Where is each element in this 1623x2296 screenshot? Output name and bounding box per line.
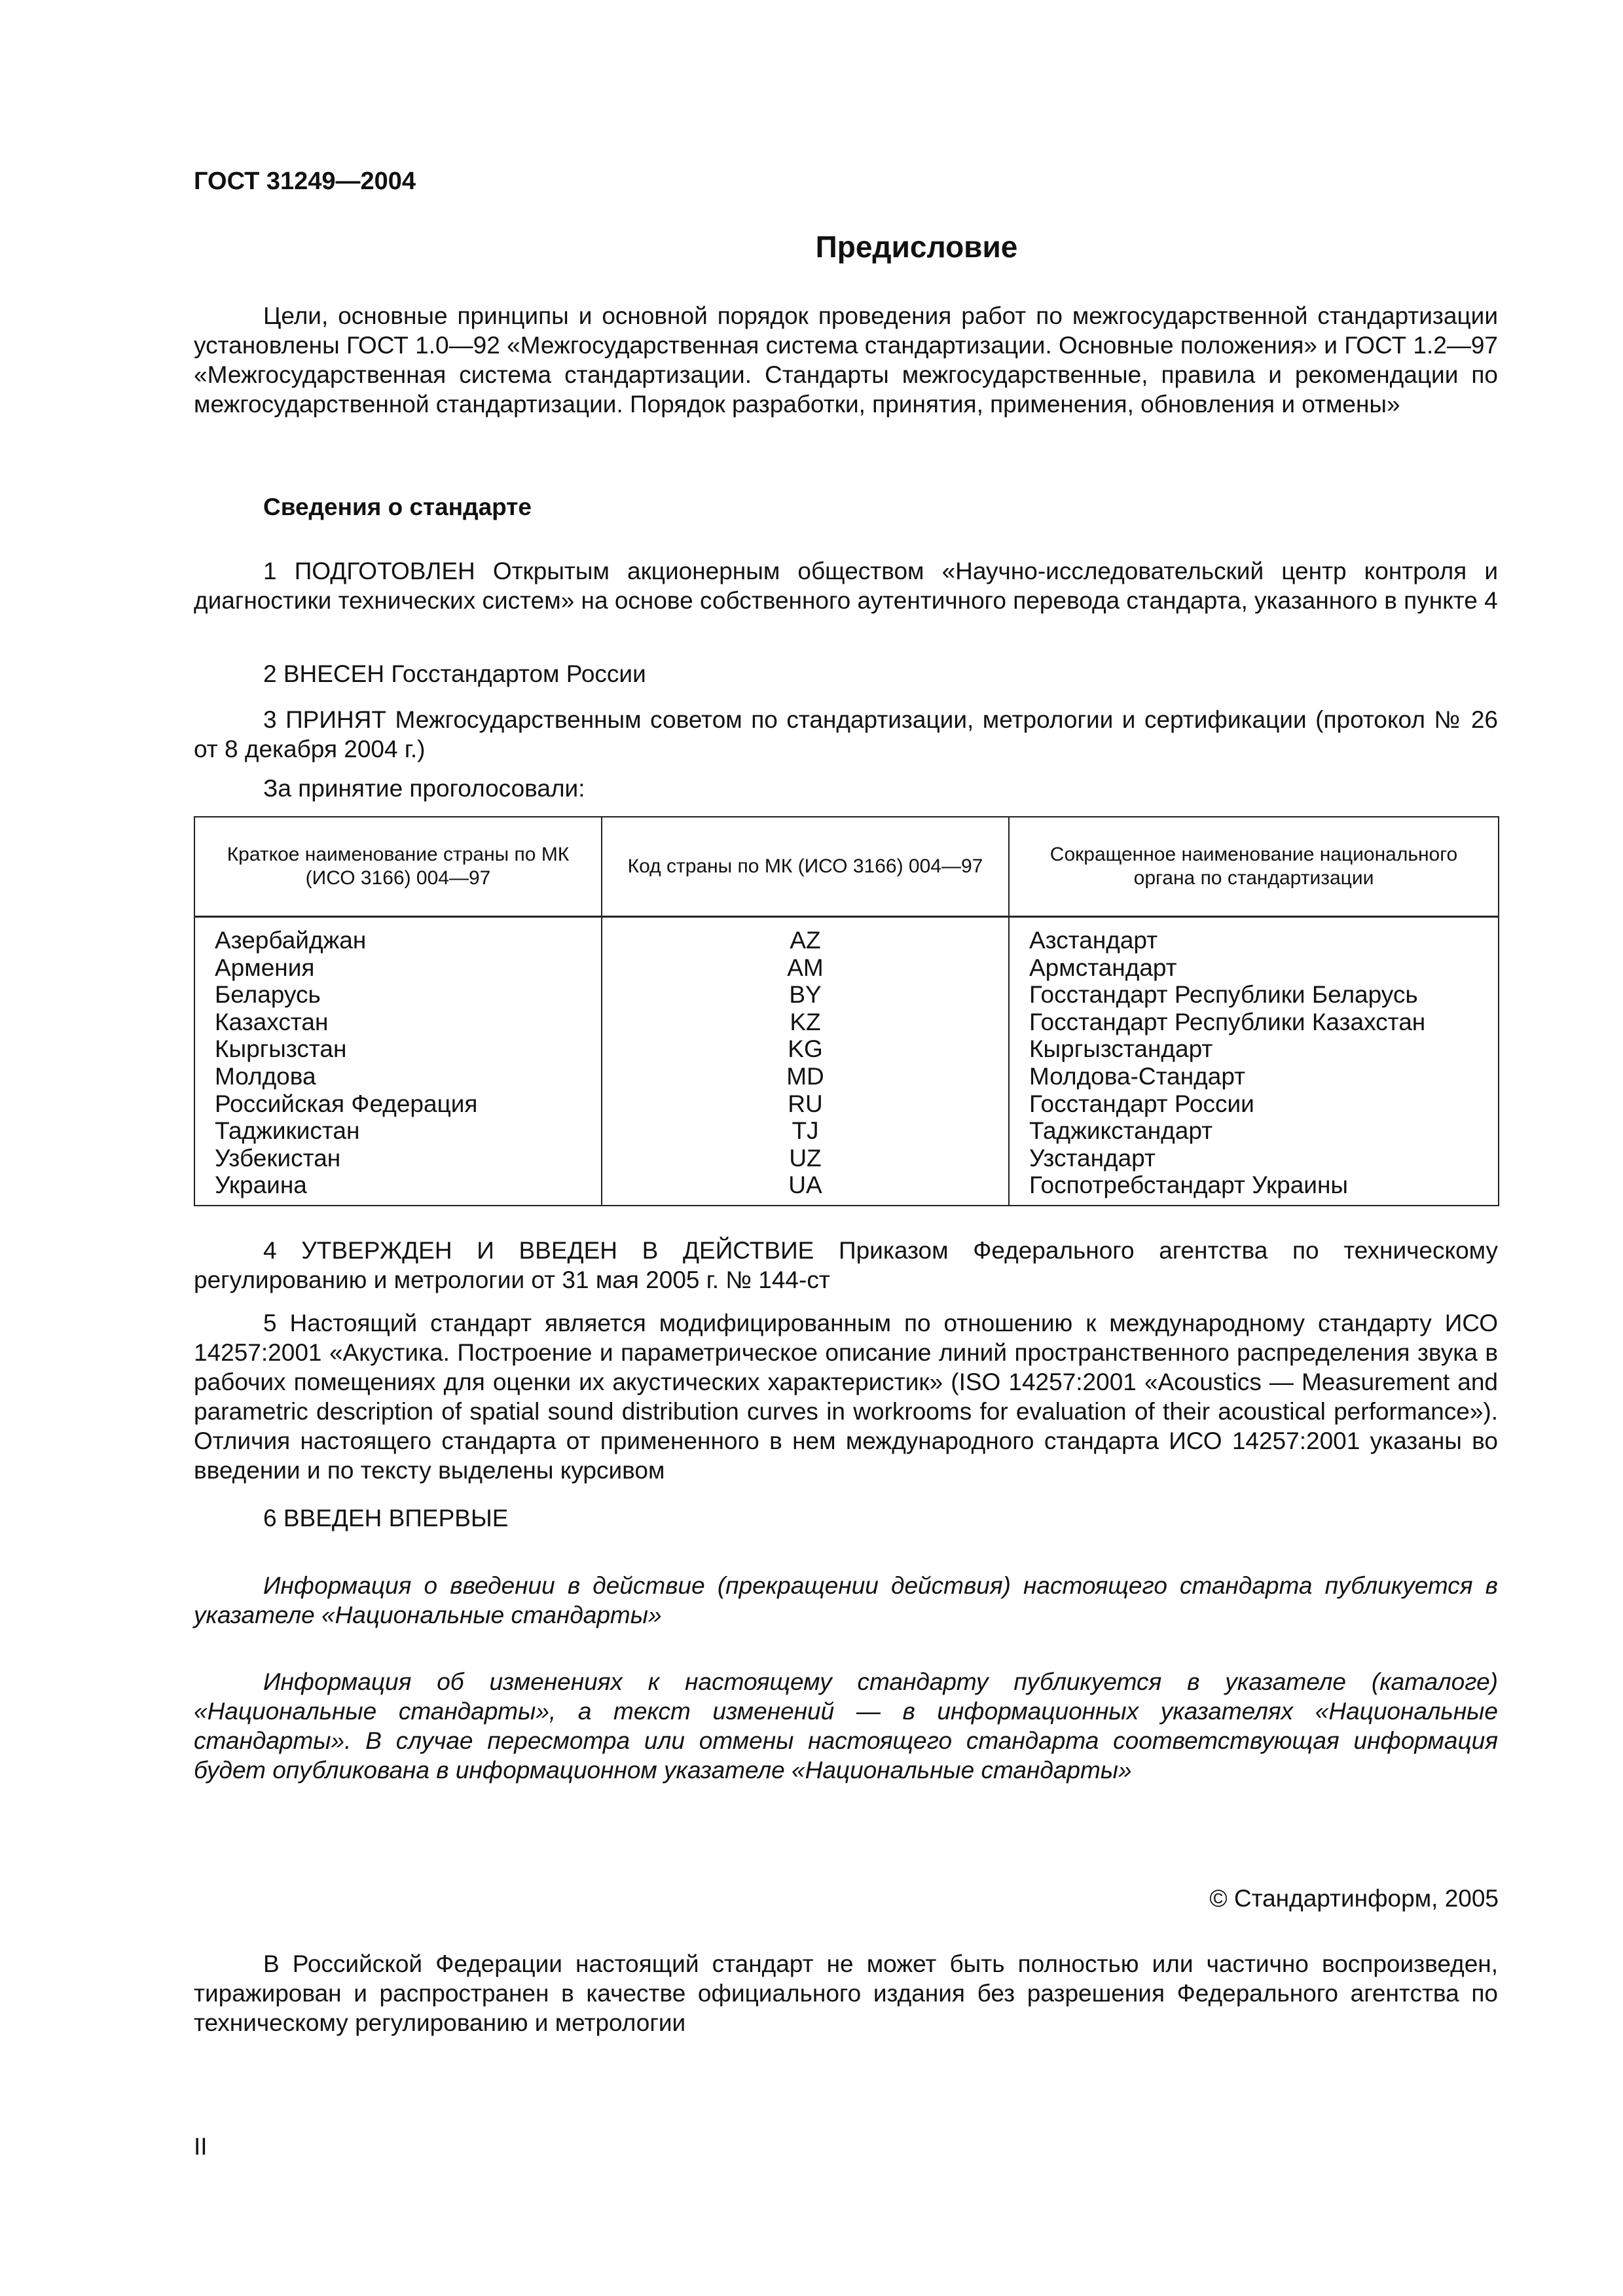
table-cell: Узбекистан — [215, 1144, 341, 1172]
table-cell: Армения — [215, 954, 315, 981]
table-cell: AZ — [790, 927, 821, 954]
table-cell: KZ — [790, 1008, 821, 1035]
item-6-paragraph: 6 ВВЕДЕН ВПЕРВЫЕ — [263, 1505, 509, 1532]
item-3-paragraph: 3 ПРИНЯТ Межгосударственным советом по стандартизации, метрологии и сертификации (протокол № 26 от 8 декабря 2004 г.) — [194, 706, 1498, 762]
table-cell: UA — [788, 1172, 822, 1199]
item-4-paragraph: 4 УТВЕРЖДЕН И ВВЕДЕН В ДЕЙСТВИЕ Приказом Федерального агентства по техническому регулированию и метрологии от 31 мая 2005 г. № 144-ст — [194, 1237, 1498, 1293]
table-cell: BY — [789, 981, 822, 1009]
table-body-row — [194, 917, 1499, 1206]
table-cell: Азербайджан — [215, 927, 367, 954]
table-cell: Госпотребстандарт Украины — [1029, 1172, 1348, 1199]
table-cell: Госстандарт России — [1029, 1090, 1254, 1117]
table-cell: Таджикстандарт — [1029, 1117, 1213, 1145]
table-cell: Молдова-Стандарт — [1029, 1062, 1246, 1090]
table-cell: Кыргызстан — [215, 1035, 347, 1063]
table-cell: Российская Федерация — [215, 1090, 478, 1117]
table-cell: Беларусь — [215, 981, 321, 1009]
table-cell: Казахстан — [215, 1008, 329, 1035]
table-cell: Азстандарт — [1029, 927, 1158, 954]
document-id-header: ГОСТ 31249—2004 — [194, 168, 416, 195]
country-names-cell — [194, 917, 602, 1206]
table-cell: Госстандарт Республики Беларусь — [1029, 981, 1418, 1009]
info-publication-paragraph: Информация о введении в действие (прекращении действия) настоящего стандарта публикуется в указателе «Национальные стандарты» — [194, 1572, 1498, 1628]
table-cell: Узстандарт — [1029, 1144, 1156, 1172]
page-title: Предисловие — [815, 230, 1018, 264]
info-changes-paragraph: Информация об изменениях к настоящему стандарту публикуется в указателе (каталоге) «Национальные стандарты», а текст изменений — в информационных указателях «Национальные стандарты». В случае пересмотра или отмены настоящего стандарта соответствующая информация будет опубликована в информационном указателе «Национальные стандарты» — [194, 1668, 1498, 1784]
voting-table — [194, 816, 1499, 1206]
section-title: Сведения о стандарте — [263, 493, 532, 520]
intro-paragraph: Цели, основные принципы и основной порядок проведения работ по межгосударственной стандартизации установлены ГОСТ 1.0—92 «Межгосударственная система стандартизации. Основные положения» и ГОСТ 1.2—97 «Межгосударственная система стандартизации. Стандарты межгосударственные, правила и рекомендации по межгосударственной стандартизации. Порядок разработки, принятия, применения, обновления и отмены» — [194, 302, 1498, 418]
table-cell: UZ — [789, 1144, 822, 1172]
voted-label: За принятие проголосовали: — [263, 775, 585, 802]
column-header-country: Краткое наименование страны по МК (ИСО 3166) 004—97 — [194, 817, 602, 917]
table-cell: Молдова — [215, 1062, 316, 1090]
table-cell: TJ — [792, 1117, 819, 1145]
country-codes-cell — [602, 917, 1009, 1206]
table-cell: Украина — [215, 1172, 307, 1199]
table-cell: RU — [788, 1090, 823, 1117]
column-header-code: Код страны по МК (ИСО 3166) 004—97 — [602, 817, 1009, 917]
table-cell: Таджикистан — [215, 1117, 360, 1145]
table-cell: Армстандарт — [1029, 954, 1177, 981]
item-1-paragraph: 1 ПОДГОТОВЛЕН Открытым акционерным обществом «Научно-исследовательский центр контроля и диагностики технических систем» на основе собственного аутентичного перевода стандарта, указанного в пункте 4 — [194, 558, 1498, 614]
table-cell: MD — [786, 1062, 824, 1090]
copyright-notice: © Стандартинформ, 2005 — [1209, 1885, 1499, 1912]
table-header-row — [194, 817, 1499, 917]
table-cell: KG — [788, 1035, 823, 1063]
column-header-national-body: Сокращенное наименование национального органа по стандартизации — [1009, 817, 1499, 917]
item-2-paragraph: 2 ВНЕСЕН Госстандартом России — [263, 660, 646, 687]
table-cell: AM — [787, 954, 824, 981]
national-bodies-cell — [1009, 917, 1499, 1206]
item-5-paragraph: 5 Настоящий стандарт является модифицированным по отношению к международному стандарту ИСО 14257:2001 «Акустика. Построение и параметрическое описание линий пространственного распределения звука в рабочих помещениях для оценки их акустических характеристик» (ISO 14257:2001 «Acoustics — Measurement and parametric description of spatial sound distribution curves in workrooms for evaluation of their acoustical performance»). Отличия настоящего стандарта от примененного в нем международного стандарта ИСО 14257:2001 указаны во введении и по тексту выделены курсивом — [194, 1310, 1498, 1484]
table-cell: Кыргызстандарт — [1029, 1035, 1213, 1063]
reproduction-notice: В Российской Федерации настоящий стандарт не может быть полностью или частично воспроизведен, тиражирован и распространен в качестве официального издания без разрешения Федерального агентства по техническому регулированию и метрологии — [194, 1950, 1498, 2036]
table-cell: Госстандарт Республики Казахстан — [1029, 1008, 1426, 1035]
page-number: II — [194, 2133, 208, 2160]
